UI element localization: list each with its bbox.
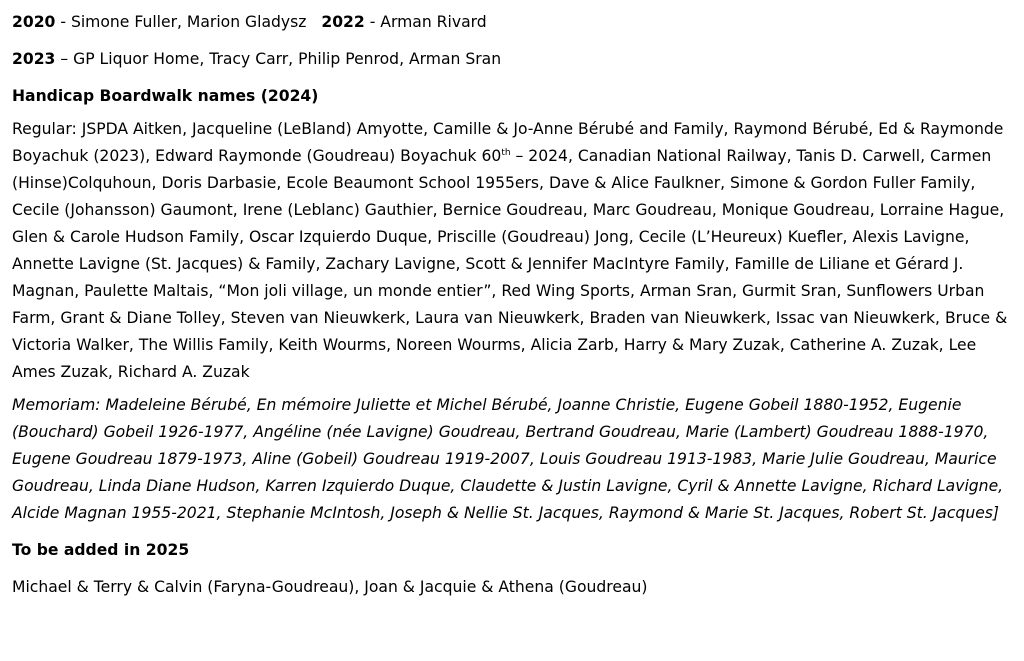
regular-names-paragraph (12, 116, 1012, 386)
added-2025-heading-text: To be added in 2025 (12, 541, 190, 559)
year-2022: 2022 (321, 13, 365, 31)
added-2025-heading (12, 537, 1012, 564)
regular-names-part2: – 2024, Canadian National Railway, Tanis D. Carwell, Carmen (Hinse)Colquhoun, Doris Darbasie, Ecole Beaumont School 1955ers, Dave & Alice Faulkner, Simone & Gordon Fuller Family, Cecile (Johansson) Gaumont, Irene (Leblanc) Gauthier, Bernice Goudreau, Marc Goudreau, Monique Goudreau, Lorraine Hague, Glen & Carole Hudson Family, Oscar Izquierdo Duque, Priscille (Goudreau) Jong, Cecile (L’Heureux) Kuefler, Alexis Lavigne, Annette Lavigne (St. Jacques) & Family, Zachary Lavigne, Scott & Jennifer MacIntyre Family, Famille de Liliane et Gérard J. Magnan, Paulette Maltais, “Mon joli village, un monde entier”, Red Wing Sports, Arman Sran, Gurmit Sran, Sunflowers Urban Farm, Grant & Diane Tolley, Steven van Nieuwkerk, Laura van Nieuwkerk, Braden van Nieuwkerk, Issac van Nieuwkerk, Bruce & Victoria Walker, The Willis Family, Keith Wourms, Noreen Wourms, Alicia Zarb, Harry & Mary Zuzak, Catherine A. Zuzak, Lee Ames Zuzak, Richard A. Zuzak (12, 147, 1008, 381)
handicap-heading (12, 83, 1012, 110)
donors-2023-text: – GP Liquor Home, Tracy Carr, Philip Penrod, Arman Sran (55, 50, 502, 68)
year-2020: 2020 (12, 13, 56, 31)
year-2023: 2023 (12, 50, 56, 68)
donors-2020-2022-line (12, 9, 1012, 36)
added-2025-names: Michael & Terry & Calvin (Faryna-Goudreau), Joan & Jacquie & Athena (Goudreau) (12, 578, 648, 596)
donors-2020-text: - Simone Fuller, Marion Gladysz (55, 13, 322, 31)
donors-2023-line (12, 46, 1012, 73)
memoriam-paragraph: Memoriam: Madeleine Bérubé, En mémoire Juliette et Michel Bérubé, Joanne Christie, Eugene Gobeil 1880-1952, Eugenie (Bouchard) Gobeil 1926-1977, Angéline (née Lavigne) Goudreau, Bertrand Goudreau, Marie (Lambert) Goudreau 1888-1970, Eugene Goudreau 1879-1973, Aline (Gobeil) Goudreau 1919-2007, Louis Goudreau 1913-1983, Marie Julie Goudreau, Maurice Goudreau, Linda Diane Hudson, Karren Izquierdo Duque, Claudette & Justin Lavigne, Cyril & Annette Lavigne, Richard Lavigne, Alcide Magnan 1955-2021, Stephanie McIntosh, Joseph & Nellie St. Jacques, Raymond & Marie St. Jacques, Robert St. Jacques] (12, 396, 1004, 522)
handicap-heading-text: Handicap Boardwalk names (2024) (12, 87, 319, 105)
donors-2022-text: - Arman Rivard (364, 13, 487, 31)
regular-names-part1: Regular: JSPDA Aitken, Jacqueline (LeBland) Amyotte, Camille & Jo-Anne Bérubé and Family, Raymond Bérubé, Ed & Raymonde Boyachuk (2023), Edward Raymonde (Goudreau) Boyachuk 60 (12, 120, 1004, 165)
regular-names-superscript: th (501, 147, 511, 158)
